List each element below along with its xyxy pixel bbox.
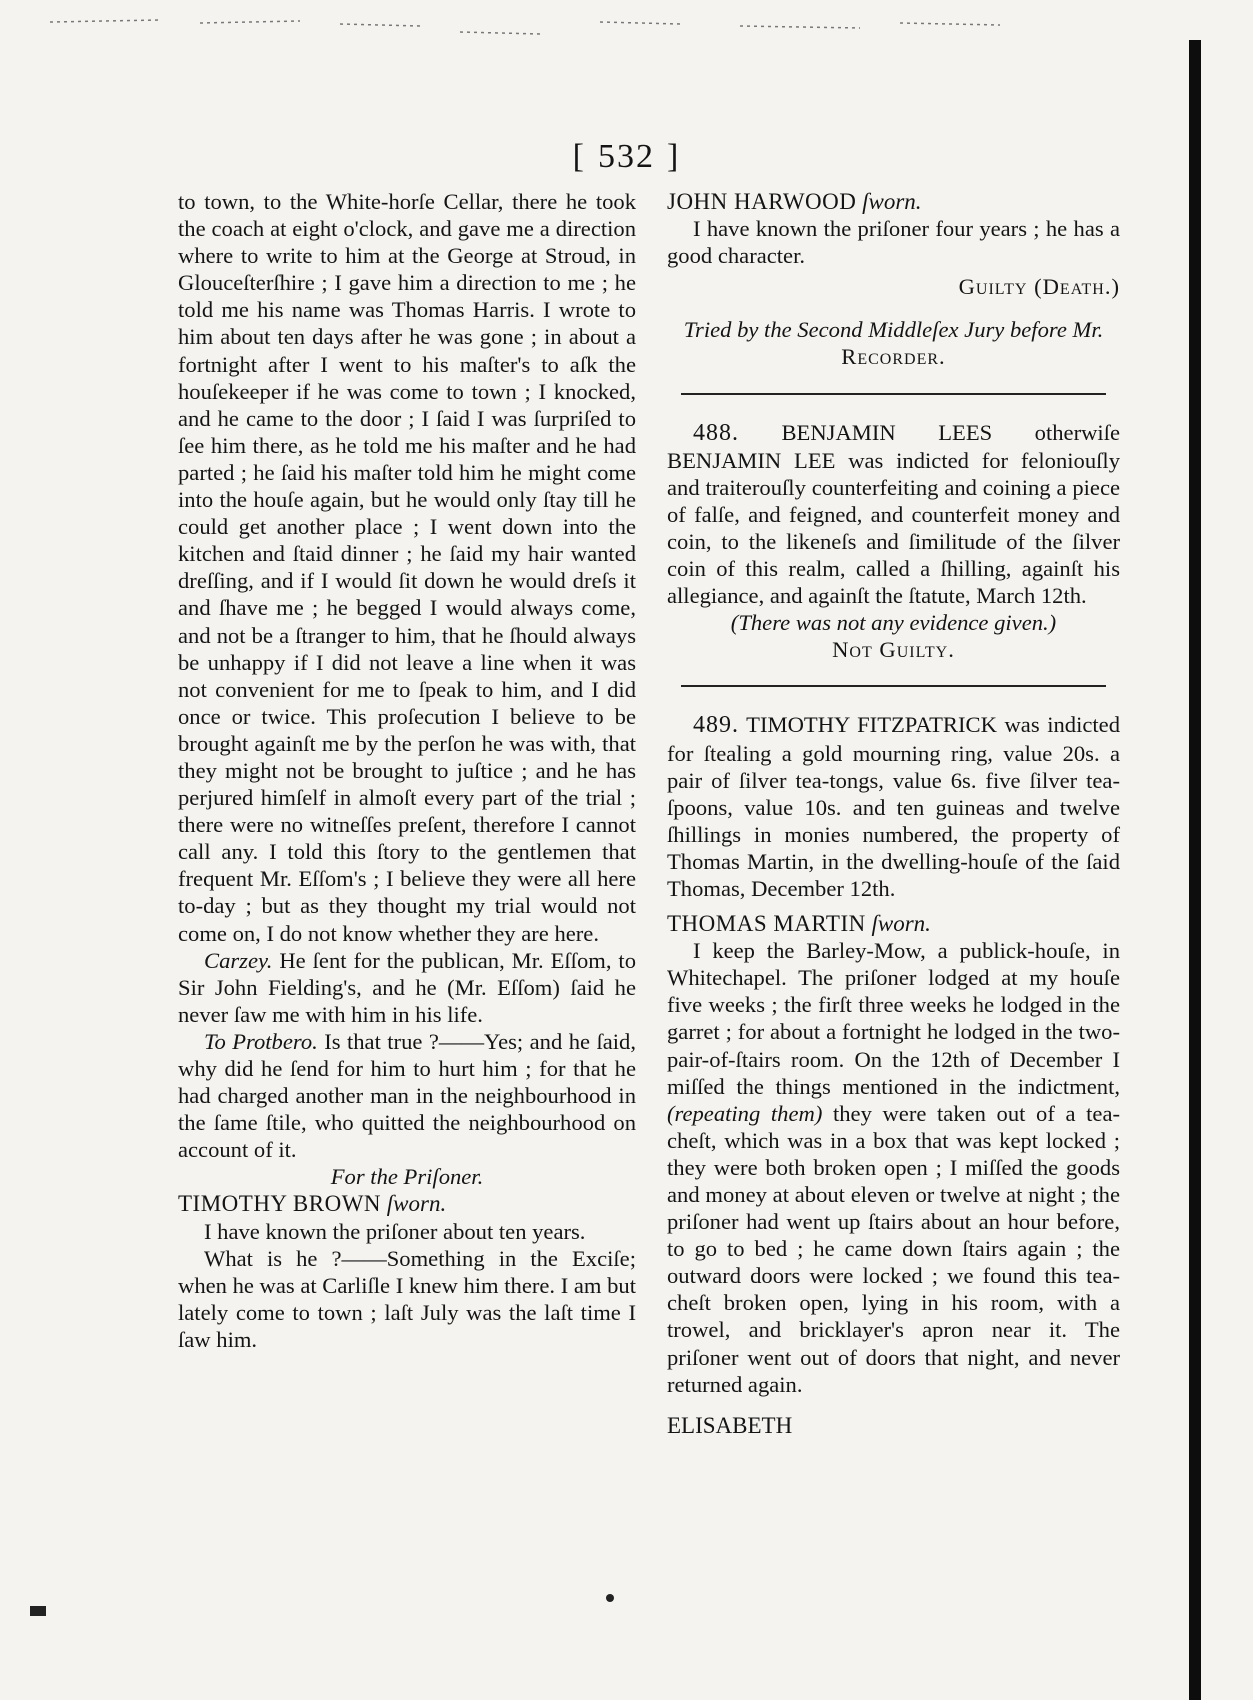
scan-mark [606, 1594, 614, 1602]
testimony-paragraph: What is he ?——Something in the Exciſe; when he was at Carliſle I knew him there. I am but lately come to town ; laſt July was the laſt time I ſaw him. [178, 1245, 637, 1352]
case-number: 489. [693, 712, 739, 739]
scan-noise [40, 14, 1140, 44]
case-paragraph: 488. BENJAMIN LEES otherwiſe BENJAMIN LEE was indicted for feloniouſly and traiterouſly counterfeiting and coining a piece of falſe, and feigned, and counterfeit money and coin, to the likeneſs and ſimilitude of the ſilver coin of this realm, called a ſhilling, againſt his allegiance, and againſt the ſtatute, March 12th. [667, 419, 1120, 609]
testimony-paragraph: I have known the priſoner four years ; he has a good character. [667, 216, 1120, 269]
testimony-paragraph: To Protbero. Is that true ?——Yes; and he ſaid, why did he ſend for him to hurt him ; for that he had charged another man in the neighbourhood in the ſame ſtile, who quitted the neighbourhood on account of it. [178, 1028, 636, 1163]
catchword: ELISABETH [667, 1412, 793, 1438]
witness-heading: THOMAS MARTIN ſworn. [667, 911, 931, 937]
witness-heading: TIMOTHY BROWN ſworn. [178, 1191, 447, 1217]
testimony-paragraph: I have known the priſoner about ten years. [204, 1218, 586, 1244]
case-number: 488. [693, 419, 739, 446]
witness-heading: JOHN HARWOOD ſworn. [667, 189, 922, 214]
speaker-label: To Protbero. [204, 1028, 318, 1054]
jury-note: Recorder. [841, 344, 946, 370]
section-label: For the Priſoner. [330, 1164, 484, 1190]
section-divider [681, 393, 1107, 395]
testimony-paragraph: I keep the Barley-Mow, a publick-houſe, in Whitechapel. The priſoner lodged at my houſe five weeks ; the firſt three weeks he lodged in the garret ; for about a fortnight he lodged in the two-pair-of-ſtairs room. On the 12th of December I miſſed the things mentioned in the indictment, (repeating them) they were taken out of a tea-cheſt, which was in a box that was kept locked ; they were both broken open ; I miſſed the goods and money at about eleven or twelve at night ; the priſoner had went up ſtairs about an hour before, to go to bed ; he came down ſtairs again ; the outward doors were locked ; we found this tea-cheſt broken open, lying in his room, with a trowel, and bricklayer's apron near it. The priſoner went out of doors that night, and never returned again. [667, 938, 1120, 1397]
testimony-paragraph: to town, to the White-horſe Cellar, there he took the coach at eight o'clock, and gave me a direction where to write to him at the George at Stroud, in Glouceſterſhire ; I gave him a direction to me ; he told me his name was Thomas Harris. I wrote to him about ten days after he was gone ; in about a fortnight after I went to his maſter's to aſk the houſekeeper if he was come to town ; I knocked, and he came to the door ; I ſaid I was ſurpriſed to ſee him there, as he told me his maſter and he had parted ; he ſaid his maſter told him he might come into the houſe again, but he would only ſtay till he could get another place ; I went down into the kitchen and ſtaid dinner ; he ſaid my hair wanted dreſſing, and if I would ſit down he would dreſs it and ſhave me ; he begged I would always come, and not be a ſtranger to him, that he ſhould always be unhappy if I did not leave a line when it was not convenient for me to ſpeak to him, and I did once or twice. This proſecution I believe to be brought againſt me by the perſon he was with, that they might not be brought to juſtice ; and he has perjured himſelf in almoſt every part of the trial ; there were no witneſſes preſent, therefore I cannot call any. I told this ſtory to the gentlemen that frequent Mr. Eſſom's ; I believe they were all here to-day ; but as they thought my trial would not come on, I do not know whether they are here. [178, 189, 636, 946]
jury-note: Tried by the Second Middleſex Jury before Mr. [683, 317, 1104, 343]
speaker-label: Carzey. [204, 947, 273, 973]
verdict: Guilty (Death.) [958, 274, 1120, 300]
case-paragraph: 489. TIMOTHY FITZPATRICK was indicted for ſtealing a gold mourning ring, value 20s. a pair of ſilver tea-tongs, value 6s. five ſilver tea-ſpoons, value 10s. and ten guineas and twelve ſhillings in monies numbered, the property of Thomas Martin, in the dwelling-houſe of the ſaid Thomas, December 12th. [667, 712, 1120, 901]
page-number: [ 532 ] [572, 138, 681, 175]
testimony-paragraph: Carzey. He ſent for the publican, Mr. Eſſom, to Sir John Fielding's, and he (Mr. Eſſom) ſaid he never ſaw me with him in his life. [178, 947, 636, 1027]
section-divider [681, 685, 1107, 687]
scan-border [1189, 40, 1201, 1700]
scan-mark [30, 1606, 46, 1616]
evidence-note: (There was not any evidence given.) [730, 610, 1057, 636]
left-column [178, 188, 636, 1353]
right-column [667, 188, 1120, 1439]
verdict: Not Guilty. [832, 637, 955, 663]
